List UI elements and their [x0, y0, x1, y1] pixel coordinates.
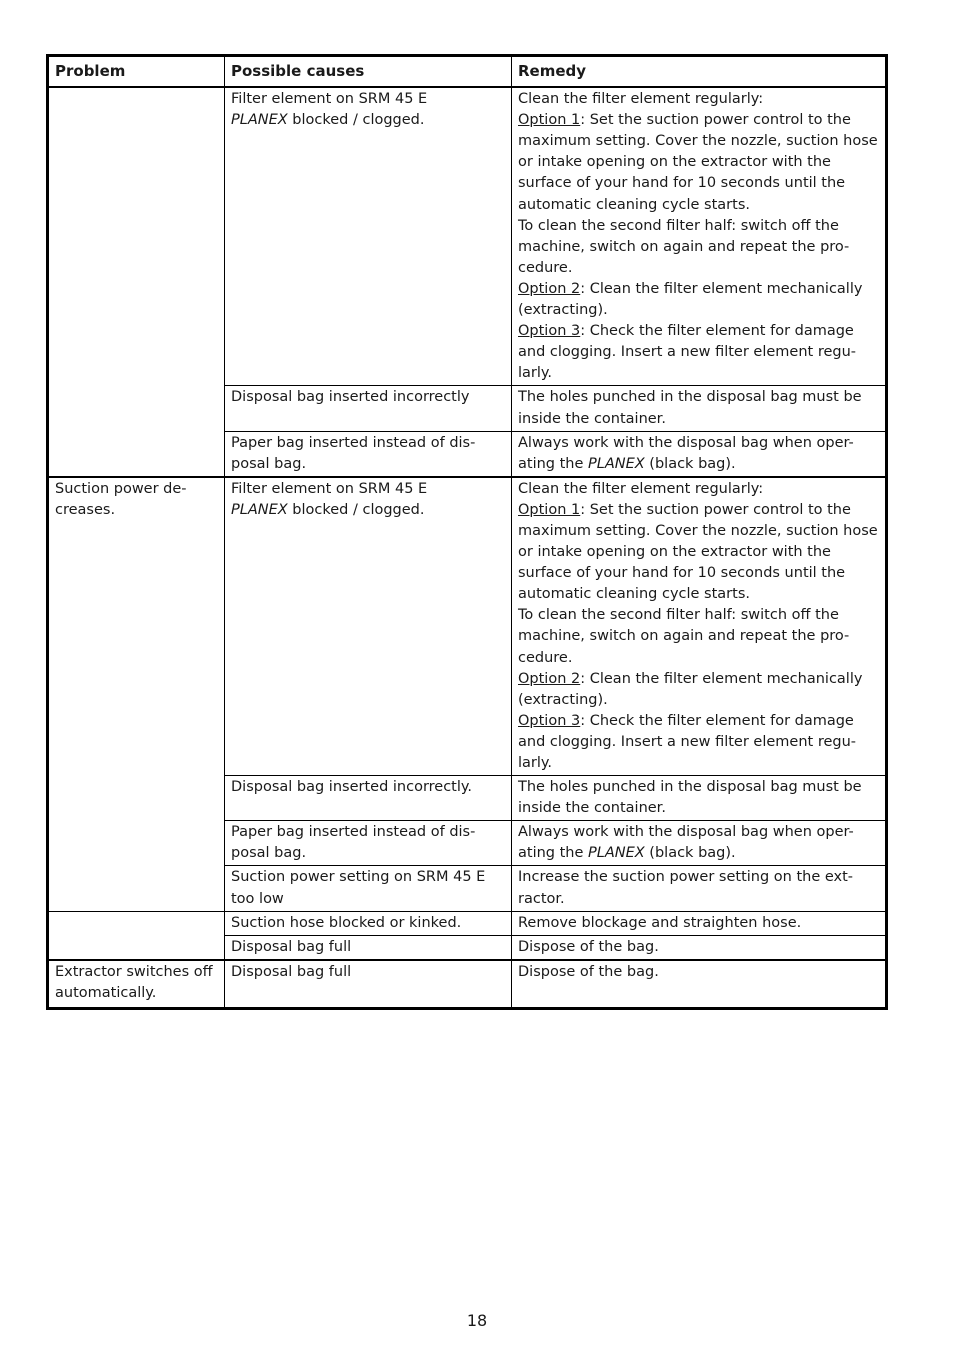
second-half-text: To clean the second filter half: switch off the machine, switch on again and repeat the pro- cedure. — [518, 607, 850, 666]
remedy-cell: Remove blockage and straighten hose. — [512, 911, 887, 935]
cause-filter-prefix: Filter element on SRM 45 E — [231, 480, 428, 497]
option-1-text: : Set the suction power control to the maximum setting. Cover the nozzle, suction hose or intake opening on the extractor with the surface of your hand for 10 seconds until the automatic cleaning cycle starts. — [518, 112, 878, 213]
page-number: 18 — [466, 1311, 488, 1330]
cause-cell: Disposal bag inserted incorrectly — [225, 386, 512, 431]
second-half-text: To clean the second filter half: switch off the machine, switch on again and repeat the pro- cedure. — [518, 217, 850, 276]
cause-filter-suffix: blocked / clogged. — [287, 501, 425, 518]
option-2-text: : Clean the filter element mechanically (extracting). — [518, 670, 863, 708]
remedy-cell — [512, 821, 887, 866]
remedy-cell: Increase the suction power setting on the ext- ractor. — [512, 866, 887, 911]
option-3-text: : Check the filter element for damage and clogging. Insert a new filter element regu- larly. — [518, 712, 857, 771]
option-2-label: Option 2 — [518, 280, 581, 297]
remedy-cell: Dispose of the bag. — [512, 935, 887, 960]
option-1-text: : Set the suction power control to the maximum setting. Cover the nozzle, suction hose or intake opening on the extractor with the surface of your hand for 10 seconds until the automatic cleaning cycle starts. — [518, 501, 878, 603]
clean-intro: Clean the filter element regularly: — [518, 480, 764, 497]
cause-cell: Paper bag inserted instead of dis- posal bag. — [225, 431, 512, 477]
brand-name: PLANEX — [231, 501, 288, 518]
cause-cell: Paper bag inserted instead of dis- posal bag. — [225, 821, 512, 866]
clean-intro: Clean the filter element regularly: — [518, 91, 764, 108]
table-header-row — [48, 56, 887, 88]
table-row — [48, 477, 887, 776]
cause-cell: Suction power setting on SRM 45 E too low — [225, 866, 512, 911]
remedy-cell: Dispose of the bag. — [512, 960, 887, 1009]
cause-filter-prefix: Filter element on SRM 45 E — [231, 91, 428, 108]
remedy-cell — [512, 87, 887, 386]
option-1-label: Option 1 — [518, 112, 581, 129]
brand-name: PLANEX — [588, 455, 645, 472]
option-2-text: : Clean the filter element mechanically (extracting). — [518, 280, 863, 319]
remedy-cell — [512, 477, 887, 776]
cause-cell: Disposal bag inserted incorrectly. — [225, 776, 512, 821]
remedy-cell: The holes punched in the disposal bag must be inside the container. — [512, 386, 887, 431]
option-3-label: Option 3 — [518, 323, 581, 340]
option-1-label: Option 1 — [518, 501, 581, 518]
troubleshooting-table — [46, 54, 888, 1010]
option-3-text: : Check the filter element for damage and clogging. Insert a new filter element regu- larly. — [518, 323, 857, 382]
always-prefix: Always work with the disposal bag when oper- ating the — [518, 434, 854, 472]
problem-cell: Suction power de- creases. — [48, 477, 225, 911]
always-prefix: Always work with the disposal bag when oper- ating the — [518, 824, 854, 862]
always-suffix: (black bag). — [644, 845, 736, 862]
problem-cell — [48, 87, 225, 477]
cause-cell: Disposal bag full — [225, 960, 512, 1009]
cause-cell: Suction hose blocked or kinked. — [225, 911, 512, 935]
header-problem: Problem — [48, 56, 225, 88]
option-2-label: Option 2 — [518, 670, 581, 687]
cause-cell — [225, 87, 512, 386]
option-3-label: Option 3 — [518, 712, 581, 729]
header-remedy: Remedy — [512, 56, 887, 88]
problem-cell — [48, 911, 225, 960]
header-possible-causes: Possible causes — [225, 56, 512, 88]
table-row — [48, 87, 887, 386]
table-row — [48, 911, 887, 935]
cause-filter-suffix: blocked / clogged. — [287, 112, 425, 129]
cause-cell — [225, 477, 512, 776]
brand-name: PLANEX — [231, 112, 288, 129]
cause-cell: Disposal bag full — [225, 935, 512, 960]
remedy-cell — [512, 431, 887, 477]
remedy-cell: The holes punched in the disposal bag must be inside the container. — [512, 776, 887, 821]
problem-cell: Extractor switches off automatically. — [48, 960, 225, 1009]
brand-name: PLANEX — [588, 845, 645, 862]
table-row — [48, 960, 887, 1009]
always-suffix: (black bag). — [644, 455, 736, 472]
